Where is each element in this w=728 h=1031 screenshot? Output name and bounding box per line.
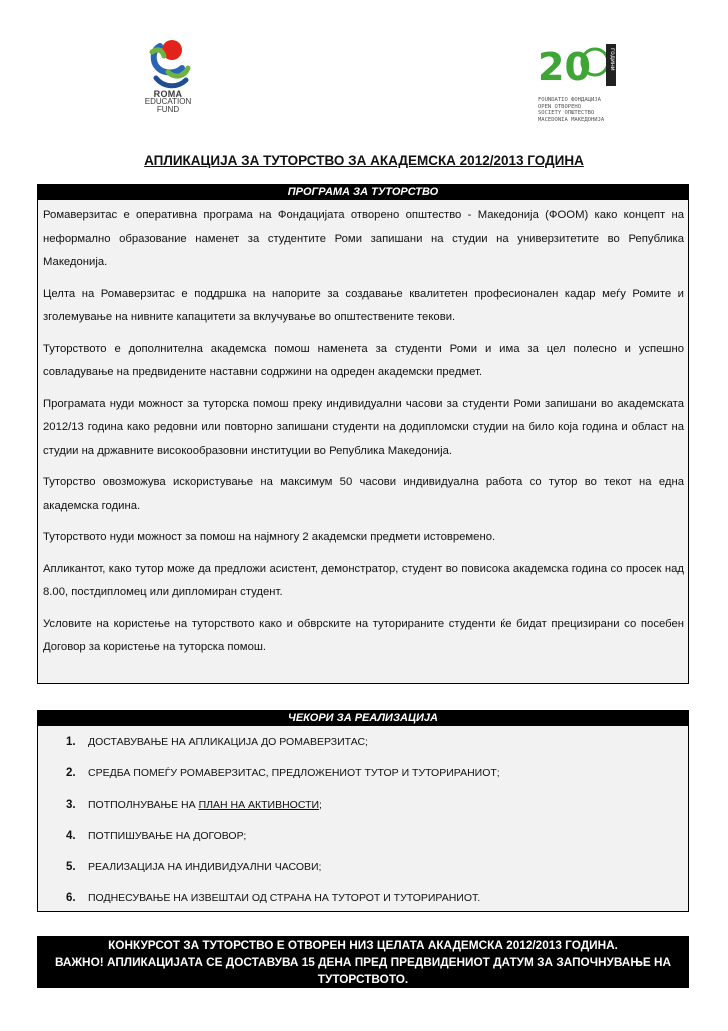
program-paragraph: Туторство овозможува искористување на максимум 50 часови индивидуална работа со тутор во текот на една академска година. xyxy=(43,476,684,512)
step-number: 6. xyxy=(66,892,76,905)
roma-education-fund-logo xyxy=(138,38,198,122)
step-text: РЕАЛИЗАЦИЈА НА ИНДИВИДУАЛНИ ЧАСОВИ; xyxy=(88,861,322,874)
step-text: СРЕДБА ПОМЕЃУ РОМАВЕРЗИТАС, ПРЕДЛОЖЕНИОТ ТУТОР И ТУТОРИРАНИОТ; xyxy=(88,767,500,780)
program-paragraph: Условите на користење на туторството како и обврските на туторираните студенти ќе бидат прецизирани со посебен Договор за користење на туторска помош. xyxy=(43,617,684,653)
fosm-line-2: OPEN ОТВОРЕНО xyxy=(538,103,582,110)
step-item xyxy=(38,826,688,857)
program-paragraph: Туторството нуди можност за помош на најмногу 2 академски предмети истовремено. xyxy=(43,531,496,543)
fosm-line-1: FOUNDATIO ФОНДАЦИЈА xyxy=(538,97,601,103)
program-paragraph: Ромаверзитас е оперативна програма на Фондацијата отворено општество - Македонија (ФООМ) како концепт на неформално образование наменет за студентите Роми запишани на студии на универзитетите во Република Македонија. xyxy=(43,209,684,268)
step-number: 5. xyxy=(66,861,76,874)
steps-list xyxy=(38,726,688,920)
program-paragraph: Целта на Ромаверзитас е поддршка на напорите за создавање квалитетен професионален кадар меѓу Ромите и зголемување на нивните капацитети за вклучување во општествените текови. xyxy=(43,287,684,323)
step-number: 1. xyxy=(66,736,76,748)
program-paragraph: Апликантот, како тутор може да предложи асистент, демонстратор, студент во повисока академска година со просек над 8.00, постдипломец или дипломиран студент. xyxy=(43,562,684,598)
step-number: 3. xyxy=(66,798,76,811)
program-paragraph: Програмата нуди можност за туторска помош преку индивидуални часови за студенти Роми запишани во академската 2012/13 година како редовни или повторно запишани студенти на додипломски студии на било која година и област на студии на државните високообразовни институции во Република Македонија. xyxy=(43,397,684,457)
step-number: 2. xyxy=(66,767,76,780)
logo-20-number: 20 xyxy=(538,45,591,89)
activity-plan-link[interactable]: ПЛАН НА АКТИВНОСТИ xyxy=(198,798,320,811)
program-section xyxy=(37,184,689,684)
steps-heading: ЧЕКОРИ ЗА РЕАЛИЗАЦИЈА xyxy=(38,711,688,726)
fosm-logo-text xyxy=(538,97,618,123)
program-body xyxy=(38,200,688,660)
page-title: АПЛИКАЦИЈА ЗА ТУТОРСТВО ЗА АКАДЕМСКА 2012/2013 ГОДИНА xyxy=(144,153,584,168)
step-text: ПОТПИШУВАЊЕ НА ДОГОВОР; xyxy=(88,829,247,842)
step-text: ПОТПОЛНУВАЊЕ НА xyxy=(88,798,199,811)
step-item xyxy=(38,795,688,826)
notice-line-1: КОНКУРСОТ ЗА ТУТОРСТВО Е ОТВОРЕН НИЗ ЦЕЛАТА АКАДЕМСКА 2012/2013 ГОДИНА. xyxy=(108,938,618,952)
logo-fund-label: FUND xyxy=(156,105,180,114)
logo-education-label: EDUCATION xyxy=(144,97,192,106)
step-text: ДОСТАВУВАЊЕ НА АПЛИКАЦИЈА ДО РОМАВЕРЗИТАС; xyxy=(88,736,368,748)
step-text-suffix: ; xyxy=(319,798,322,811)
fosm-line-4: MACEDONIA МАКЕДОНИЈА xyxy=(538,116,605,123)
step-item xyxy=(38,888,688,919)
fosm-20-years-logo xyxy=(538,42,618,124)
steps-section xyxy=(37,710,689,912)
step-item xyxy=(38,763,688,794)
roma-figure-icon xyxy=(138,38,198,90)
step-text: ПОДНЕСУВАЊЕ НА ИЗВЕШТАИ ОД СТРАНА НА ТУТОРОТ И ТУТОРИРАНИОТ. xyxy=(88,892,481,905)
logo-roma-label: ROMA xyxy=(153,89,183,99)
fosm-20-icon xyxy=(538,42,618,90)
program-heading: ПРОГРАМА ЗА ТУТОРСТВО xyxy=(38,185,688,200)
logo-years-label: години xyxy=(609,48,616,71)
step-item xyxy=(38,732,688,763)
step-number: 4. xyxy=(66,829,76,842)
step-item xyxy=(38,857,688,888)
fosm-line-3: SOCIETY ОПШТЕСТВО xyxy=(538,110,595,116)
program-paragraph: Туторството е дополнителна академска помош наменета за студенти Роми и има за цел полесно и успешно совладување на предвидените наставни содржини на одреден академски предмет. xyxy=(43,342,684,378)
roma-logo-text xyxy=(138,90,198,114)
notice-banner xyxy=(37,936,689,988)
notice-line-2: ВАЖНО! АПЛИКАЦИЈАТА СЕ ДОСТАВУВА 15 ДЕНА ПРЕД ПРЕДВИДЕНИОТ ДАТУМ ЗА ЗАПОЧНУВАЊЕ НА ТУТОРСТВОТО. xyxy=(54,955,672,986)
